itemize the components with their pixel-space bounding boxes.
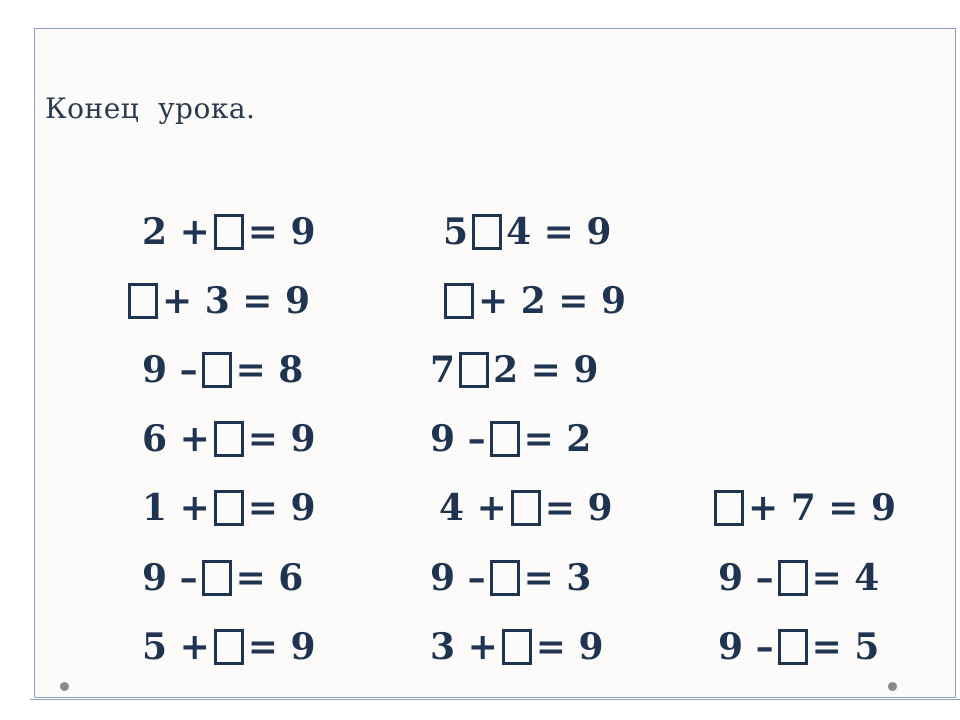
left-dot	[60, 682, 69, 691]
equation-post: 2 = 9	[493, 349, 599, 391]
equation-8	[430, 414, 591, 461]
answer-box[interactable]	[444, 283, 474, 319]
equation-pre: 9 –	[430, 418, 486, 460]
answer-box[interactable]	[202, 560, 232, 596]
answer-box[interactable]	[214, 629, 244, 665]
equation-pre: 9 –	[718, 626, 774, 668]
answer-box[interactable]	[472, 214, 502, 250]
equation-11	[710, 483, 896, 530]
answer-box[interactable]	[511, 490, 541, 526]
answer-box[interactable]	[128, 283, 158, 319]
equation-pre: 4 +	[439, 487, 507, 529]
answer-box[interactable]	[459, 352, 489, 388]
equation-post: = 3	[523, 557, 592, 599]
equation-post: = 2	[523, 418, 592, 460]
equation-pre: 5	[443, 211, 469, 253]
equation-10	[439, 483, 613, 530]
equation-post: = 9	[544, 487, 613, 529]
equation-post: = 9	[535, 626, 604, 668]
answer-box[interactable]	[778, 560, 808, 596]
equation-pre: 6 +	[142, 418, 210, 460]
equation-post: = 8	[235, 349, 304, 391]
equation-9	[142, 483, 316, 530]
equation-15	[142, 622, 316, 669]
equation-3	[124, 276, 310, 323]
equation-post: + 7 = 9	[748, 487, 897, 529]
equation-6	[430, 345, 598, 392]
equation-17	[718, 622, 879, 669]
equation-post: 4 = 9	[506, 211, 612, 253]
equation-7	[142, 414, 316, 461]
equation-13	[430, 553, 591, 600]
equation-pre: 1 +	[142, 487, 210, 529]
equation-post: = 9	[247, 418, 316, 460]
answer-box[interactable]	[490, 421, 520, 457]
answer-box[interactable]	[202, 352, 232, 388]
equation-pre: 3 +	[430, 626, 498, 668]
answer-box[interactable]	[714, 490, 744, 526]
equation-pre: 9 –	[142, 557, 198, 599]
equation-14	[718, 553, 879, 600]
equation-post: = 6	[235, 557, 304, 599]
equation-pre: 7	[430, 349, 456, 391]
equation-2	[443, 207, 611, 254]
equation-pre: 9 –	[718, 557, 774, 599]
equation-post: = 9	[247, 626, 316, 668]
equation-pre: 5 +	[142, 626, 210, 668]
equation-post: = 9	[247, 211, 316, 253]
answer-box[interactable]	[214, 490, 244, 526]
equation-post: = 9	[247, 487, 316, 529]
equation-post: + 3 = 9	[162, 280, 311, 322]
equation-12	[142, 553, 303, 600]
equation-post: + 2 = 9	[478, 280, 627, 322]
equation-post: = 5	[811, 626, 880, 668]
equation-4	[440, 276, 626, 323]
slide-title: Конец урока.	[45, 92, 256, 125]
answer-box[interactable]	[778, 629, 808, 665]
equation-1	[142, 207, 316, 254]
answer-box[interactable]	[502, 629, 532, 665]
equation-pre: 9 –	[142, 349, 198, 391]
equation-post: = 4	[811, 557, 880, 599]
equation-16	[430, 622, 604, 669]
answer-box[interactable]	[490, 560, 520, 596]
answer-box[interactable]	[214, 214, 244, 250]
equation-pre: 2 +	[142, 211, 210, 253]
equation-5	[142, 345, 303, 392]
bottom-divider	[30, 699, 960, 700]
right-dot	[888, 682, 897, 691]
equation-pre: 9 –	[430, 557, 486, 599]
answer-box[interactable]	[214, 421, 244, 457]
